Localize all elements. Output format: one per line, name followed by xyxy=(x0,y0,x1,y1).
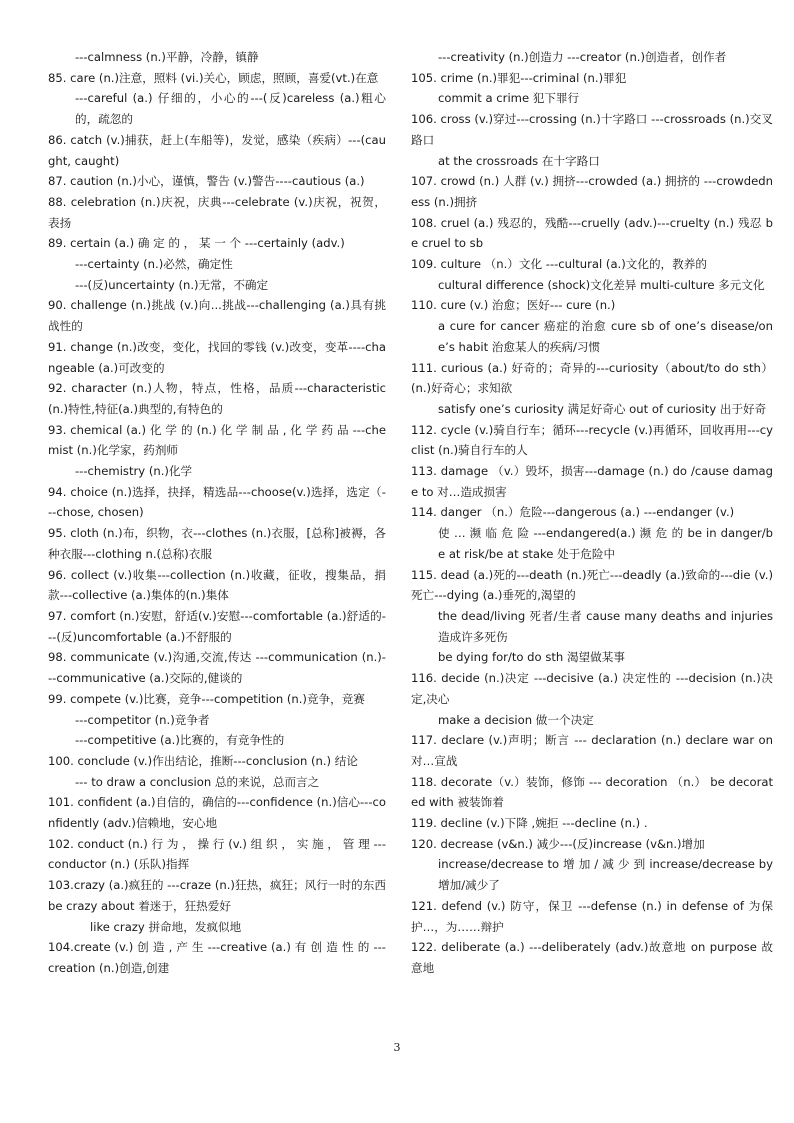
vocab-entry: 108. cruel (a.) 残忍的，残酷---cruelly (adv.)---cruelty (n.) 残忍 be cruel to sb xyxy=(411,215,773,251)
left-column xyxy=(48,47,386,979)
sub-entry: at the crossroads 在十字路口 xyxy=(438,153,600,168)
vocab-entry: 99. compete (v.)比赛，竞争---competition (n.)竞争，竞赛 xyxy=(48,691,365,706)
page-number: 3 xyxy=(393,1041,401,1054)
sub-entry: ---chemistry (n.)化学 xyxy=(75,464,193,479)
vocab-entry: 85. care (n.)注意，照料 (vi.)关心，顾虑，照顾，喜爱(vt.)在意 xyxy=(48,70,379,85)
vocab-entry: 105. crime (n.)罪犯---criminal (n.)罪犯 xyxy=(411,70,627,85)
vocab-entry: 90. challenge (n.)挑战 (v.)向...挑战---challenging (a.)具有挑战性的 xyxy=(48,298,386,334)
vocab-entry: 94. choice (n.)选择，抉择，精选品---choose(v.)选择，选定（---chose, chosen) xyxy=(48,484,386,520)
sub-entry: ---certainty (n.)必然，确定性 xyxy=(75,257,233,272)
sub-entry: ---creativity (n.)创造力 ---creator (n.)创造者，创作者 xyxy=(438,50,727,64)
vocab-entry: 107. crowd (n.) 人群 (v.) 拥挤---crowded (a.) 拥挤的 ---crowdedness (n.)拥挤 xyxy=(411,174,773,209)
vocab-entry: 106. cross (v.)穿过---crossing (n.)十字路口 ---crossroads (n.)交叉路口 xyxy=(411,112,773,147)
sub-entry: a cure for cancer 癌症的治愈 cure sb of one’s disease/one’s habit 治愈某人的疾病/习惯 xyxy=(438,319,773,354)
vocab-entry: 117. declare (v.)声明；断言 --- declaration (n.) declare war on 对…宣战 xyxy=(411,733,773,768)
vocab-entry: 103.crazy (a.)疯狂的 ---craze (n.)狂热，疯狂；风行一时的东西 be crazy about 着迷于，狂热爱好 xyxy=(48,878,386,913)
vocab-entry: 120. decrease (v&n.) 减少---(反)increase (v&n.)增加 xyxy=(411,836,705,851)
sub-entry: ---competitor (n.)竞争者 xyxy=(75,712,210,727)
sub-entry: like crazy 拼命地，发疯似地 xyxy=(90,919,242,934)
sub-entry: be dying for/to do sth 渴望做某事 xyxy=(438,650,625,665)
vocab-entry: 101. confident (a.)自信的，确信的---confidence (n.)信心---confidently (adv.)信赖地，安心地 xyxy=(48,795,386,831)
sub-entry: commit a crime 犯下罪行 xyxy=(438,91,580,106)
vocab-entry: 97. comfort (n.)安慰，舒适(v.)安慰---comfortable (a.)舒适的---(反)uncomfortable (a.)不舒服的 xyxy=(48,608,386,644)
vocab-entry: 115. dead (a.)死的---death (n.)死亡---deadly (a.)致命的---die (v.)死亡---dying (a.)垂死的,渴望的 xyxy=(411,567,773,603)
vocab-entry: 110. cure (v.) 治愈；医好--- cure (n.) xyxy=(411,298,616,313)
vocab-entry: 87. caution (n.)小心，谨慎，警告 (v.)警告----cautious (a.) xyxy=(48,174,365,189)
sub-entry: ---competitive (a.)比赛的，有竞争性的 xyxy=(75,733,285,748)
sub-entry: satisfy one’s curiosity 满足好奇心 out of curiosity 出于好奇 xyxy=(438,401,767,416)
vocab-entry: 102. conduct (n.) 行 为 ， 操 行 (v.) 组 织 ， 实 施 ， 管 理 ---conductor (n.) (乐队)指挥 xyxy=(48,836,386,872)
vocab-entry: 88. celebration (n.)庆祝，庆典---celebrate (v.)庆祝，祝贺，表扬 xyxy=(48,194,386,230)
vocab-entry: 91. change (n.)改变，变化，找回的零钱 (v.)改变，变革----changeable (a.)可改变的 xyxy=(48,339,386,375)
vocab-entry: 98. communicate (v.)沟通,交流,传达 ---communication (n.)---communicative (a.)交际的,健谈的 xyxy=(48,650,386,686)
sub-entry: the dead/living 死者/生者 cause many deaths and injuries 造成许多死伤 xyxy=(438,608,773,644)
vocab-entry: 92. character (n.)人物，特点，性格，品质---characteristic (n.)特性,特征(a.)典型的,有特色的 xyxy=(48,381,386,416)
vocab-entry: 86. catch (v.)捕获，赶上(车船等)，发觉，感染（疾病）---(caught, caught) xyxy=(48,132,386,168)
sub-entry: make a decision 做一个决定 xyxy=(438,712,594,727)
sub-entry: ---(反)uncertainty (n.)无常，不确定 xyxy=(75,277,269,292)
vocab-entry: 121. defend (v.) 防守，保卫 ---defense (n.) in defense of 为保护…，为……辩护 xyxy=(411,898,773,934)
vocab-entry: 93. chemical (a.) 化 学 的 (n.) 化 学 制 品 , 化 学 药 品 ---chemist (n.)化学家，药剂师 xyxy=(48,422,386,458)
sub-entry: ---calmness (n.)平静，冷静，镇静 xyxy=(75,50,259,64)
sub-entry: 使 … 濒 临 危 险 ---endangered(a.) 濒 危 的 be in danger/be at risk/be at stake 处于危险中 xyxy=(438,526,773,561)
vocab-entry: 104.create (v.) 创 造 , 产 生 ---creative (a.) 有 创 造 性 的 ---creation (n.)创造,创建 xyxy=(48,940,386,975)
vocab-entry: 113. damage （v.）毁坏，损害---damage (n.) do /cause damage to 对…造成损害 xyxy=(411,464,773,499)
sub-entry: increase/decrease to 增 加 / 减 少 到 increase/decrease by 增加/减少了 xyxy=(438,857,773,893)
sub-entry: --- to draw a conclusion 总的来说，总而言之 xyxy=(75,774,320,789)
right-column xyxy=(411,47,773,979)
vocab-entry: 122. deliberate (a.) ---deliberately (adv.)故意地 on purpose 故意地 xyxy=(411,940,773,975)
vocab-entry: 96. collect (v.)收集---collection (n.)收藏，征收，搜集品，捐款---collective (a.)集体的(n.)集体 xyxy=(48,567,386,603)
sub-entry: cultural difference (shock)文化差异 multi-culture 多元文化 xyxy=(438,277,765,292)
vocab-entry: 109. culture （n.）文化 ---cultural (a.)文化的，教养的 xyxy=(411,257,707,272)
vocab-entry: 111. curious (a.) 好奇的；奇异的---curiosity（about/to do sth） (n.)好奇心；求知欲 xyxy=(411,360,773,396)
vocab-entry: 118. decorate（v.）装饰，修饰 --- decoration （n.） be decorated with 被装饰着 xyxy=(411,774,773,810)
sub-entry: ---careful (a.) 仔细的，小心的---(反)careless (a.)粗心的，疏忽的 xyxy=(75,91,386,127)
vocab-entry: 89. certain (a.) 确 定 的 ， 某 一 个 ---certainly (adv.) xyxy=(48,236,345,251)
vocab-entry: 100. conclude (v.)作出结论，推断---conclusion (n.) 结论 xyxy=(48,753,358,768)
vocab-entry: 95. cloth (n.)布，织物，衣---clothes (n.)衣服，[总称]被褥，各种衣服---clothing n.(总称)衣服 xyxy=(48,526,386,561)
vocab-entry: 112. cycle (v.)骑自行车；循环---recycle (v.)再循环，回收再用---cyclist (n.)骑自行车的人 xyxy=(411,422,773,458)
vocab-entry: 119. decline (v.)下降 ,婉拒 ---decline (n.) . xyxy=(411,816,648,831)
vocab-entry: 114. danger （n.）危险---dangerous (a.) ---endanger (v.) xyxy=(411,505,735,520)
vocab-entry: 116. decide (n.)决定 ---decisive (a.) 决定性的 ---decision (n.)决定,决心 xyxy=(411,671,773,706)
